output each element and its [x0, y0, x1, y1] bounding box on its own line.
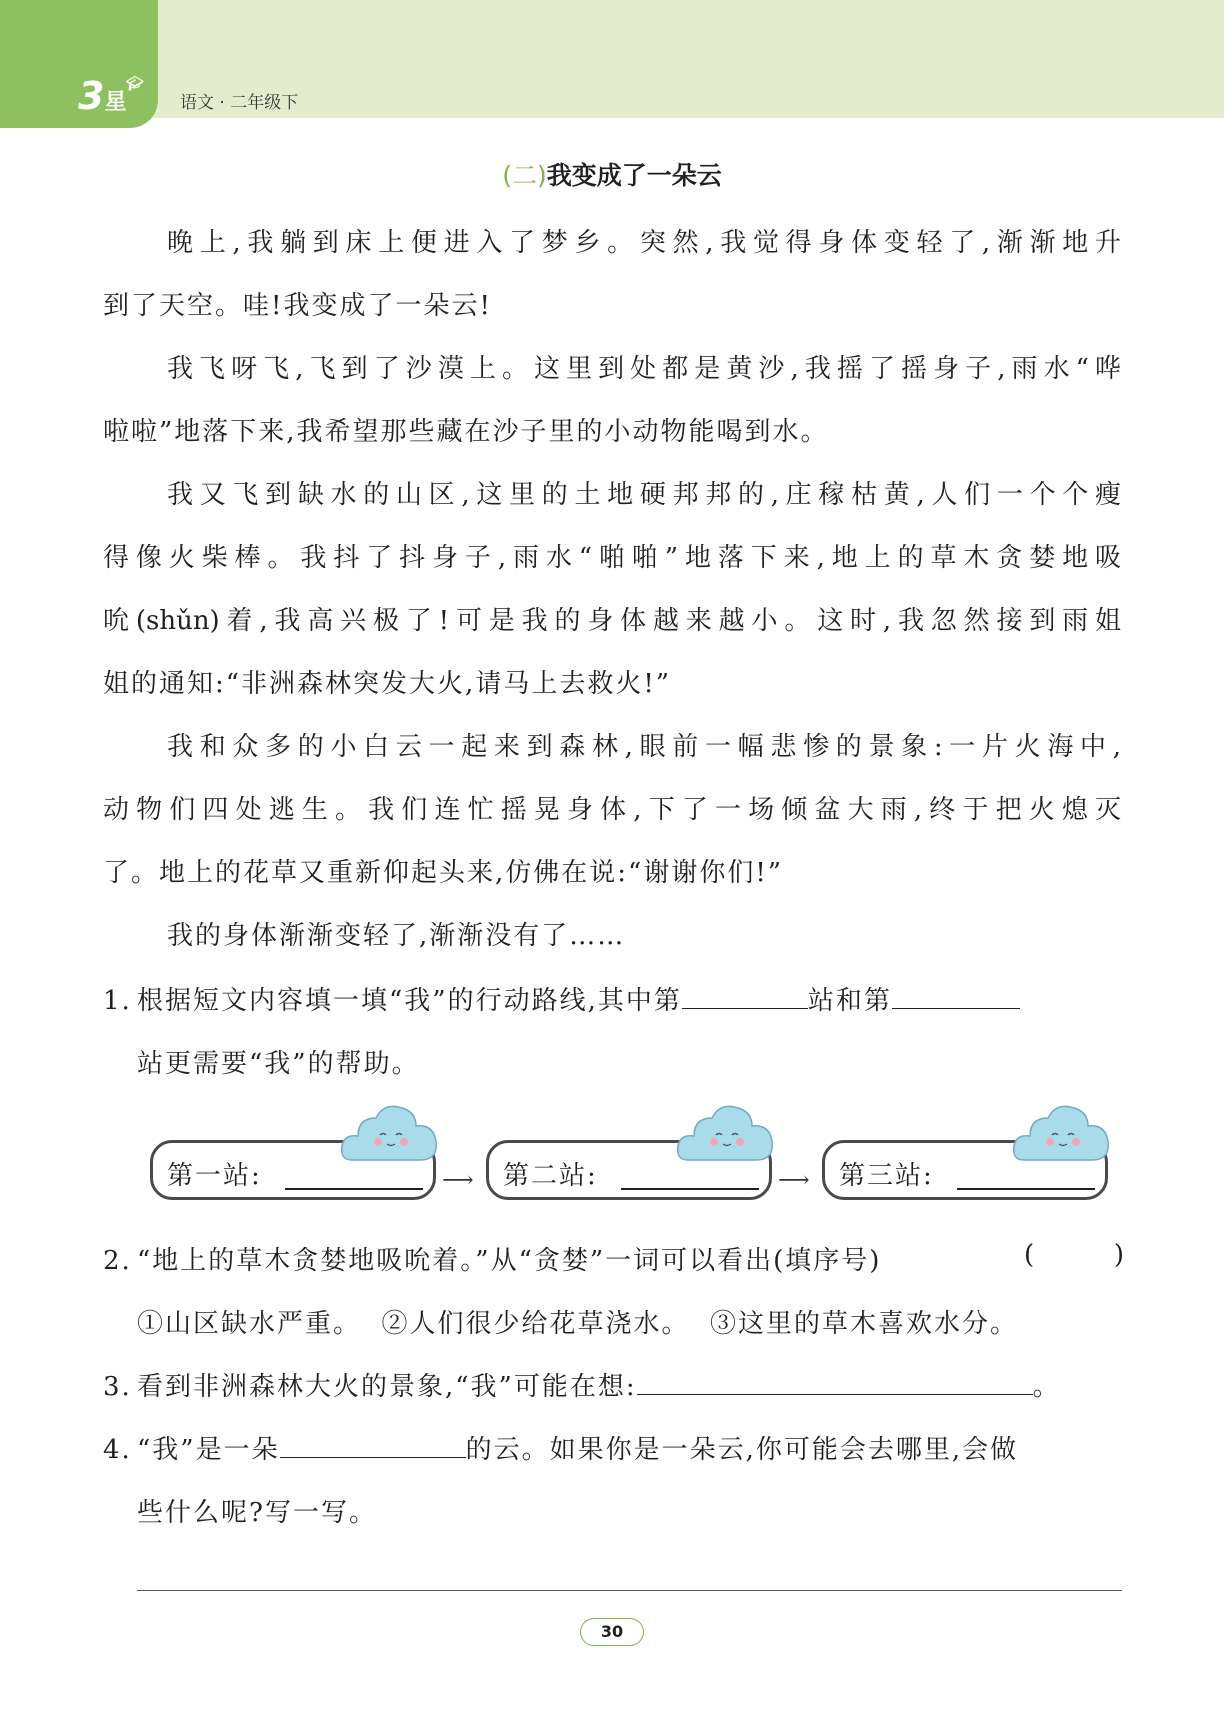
- answer-blank[interactable]: [957, 1188, 1095, 1190]
- question-4-line-2: 些什么呢?写一写。: [137, 1498, 377, 1528]
- passage-line: 我飞呀飞,飞到了沙漠上。这里到处都是黄沙,我摇了摇身子,雨水“哗: [167, 354, 1121, 384]
- passage-line: 晚上,我躺到床上便进入了梦乡。突然,我觉得身体变轻了,渐渐地升: [167, 228, 1121, 258]
- passage-line: 啦啦”地落下来,我希望那些藏在沙子里的小动物能喝到水。: [103, 417, 829, 447]
- cloud-icon: [676, 1100, 776, 1170]
- star-level-badge: [78, 74, 144, 118]
- question-text: 看到非洲森林大火的景象,“我”可能在想:: [137, 1372, 637, 1402]
- passage-line: 得像火柴棒。我抖了抖身子,雨水“啪啪”地落下来,地上的草木贪婪地吸: [103, 543, 1121, 573]
- station-label: 第三站:: [839, 1161, 934, 1191]
- question-4: [103, 1429, 1121, 1466]
- passage-line: 我和众多的小白云一起来到森林,眼前一幅悲惨的景象:一片火海中,: [167, 732, 1121, 762]
- question-3: [103, 1366, 1121, 1403]
- badge-star: 星: [104, 90, 127, 115]
- page-number: 30: [580, 1618, 644, 1646]
- question-number: 4.: [103, 1435, 132, 1465]
- question-number: 3.: [103, 1372, 132, 1402]
- question-end: 。: [1032, 1372, 1061, 1402]
- question-number: 2.: [103, 1246, 132, 1276]
- answer-blank[interactable]: [892, 984, 1020, 1009]
- question-1: [103, 980, 1121, 1017]
- passage-line: 了。地上的花草又重新仰起头来,仿佛在说:“谢谢你们!”: [103, 858, 784, 888]
- question-1-line-2: 站更需要“我”的帮助。: [137, 1049, 420, 1079]
- question-text: “我”是一朵: [137, 1435, 280, 1465]
- passage-line: 动物们四处逃生。我们连忙摇晃身体,下了一场倾盆大雨,终于把火熄灭: [103, 795, 1121, 825]
- passage-line: 吮(shǔn)着,我高兴极了!可是我的身体越来越小。这时,我忽然接到雨姐: [103, 606, 1121, 636]
- passage-line: 我又飞到缺水的山区,这里的土地硬邦邦的,庄稼枯黄,人们一个个瘦: [167, 480, 1121, 510]
- question-text: 站和第: [807, 986, 892, 1016]
- paren-close: ): [1113, 1240, 1124, 1270]
- station-label: 第二站:: [503, 1161, 598, 1191]
- passage-line: 姐的通知:“非洲森林突发大火,请马上去救火!”: [103, 669, 672, 699]
- station-label: 第一站:: [167, 1161, 262, 1191]
- answer-blank[interactable]: [285, 1188, 423, 1190]
- question-2: [103, 1240, 1003, 1277]
- cloud-icon: [1012, 1100, 1112, 1170]
- question-2-options: ①山区缺水严重。 ②人们很少给花草浇水。 ③这里的草木喜欢水分。: [137, 1309, 1019, 1339]
- badge-number: 3: [78, 74, 105, 118]
- subject-label: 语文 · 二年级下: [180, 93, 299, 113]
- arrow-right-icon: ⟶: [442, 1168, 474, 1193]
- paren-open: (: [1024, 1240, 1035, 1270]
- section-title: 我变成了一朵云: [546, 161, 722, 190]
- question-text: 的云。如果你是一朵云,你可能会去哪里,会做: [465, 1435, 1019, 1465]
- passage-line: 到了天空。哇!我变成了一朵云!: [103, 291, 492, 321]
- answer-blank[interactable]: [637, 1370, 1033, 1395]
- arrow-right-icon: ⟶: [778, 1168, 810, 1193]
- cloud-icon: [340, 1100, 440, 1170]
- answer-parentheses[interactable]: [1024, 1240, 1124, 1270]
- answer-writing-line[interactable]: [137, 1590, 1122, 1591]
- graduation-cap-icon: 🎓︎: [126, 76, 144, 92]
- answer-blank[interactable]: [682, 984, 808, 1009]
- answer-blank[interactable]: [621, 1188, 759, 1190]
- section-number: (二): [502, 161, 547, 190]
- answer-blank[interactable]: [280, 1433, 466, 1458]
- passage-line: 我的身体渐渐变轻了,渐渐没有了……: [167, 921, 626, 951]
- page-title: [0, 156, 1224, 192]
- question-text: “地上的草木贪婪地吸吮着。”从“贪婪”一词可以看出(填序号): [137, 1246, 882, 1276]
- question-text: 根据短文内容填一填“我”的行动路线,其中第: [137, 986, 682, 1016]
- question-number: 1.: [103, 986, 132, 1016]
